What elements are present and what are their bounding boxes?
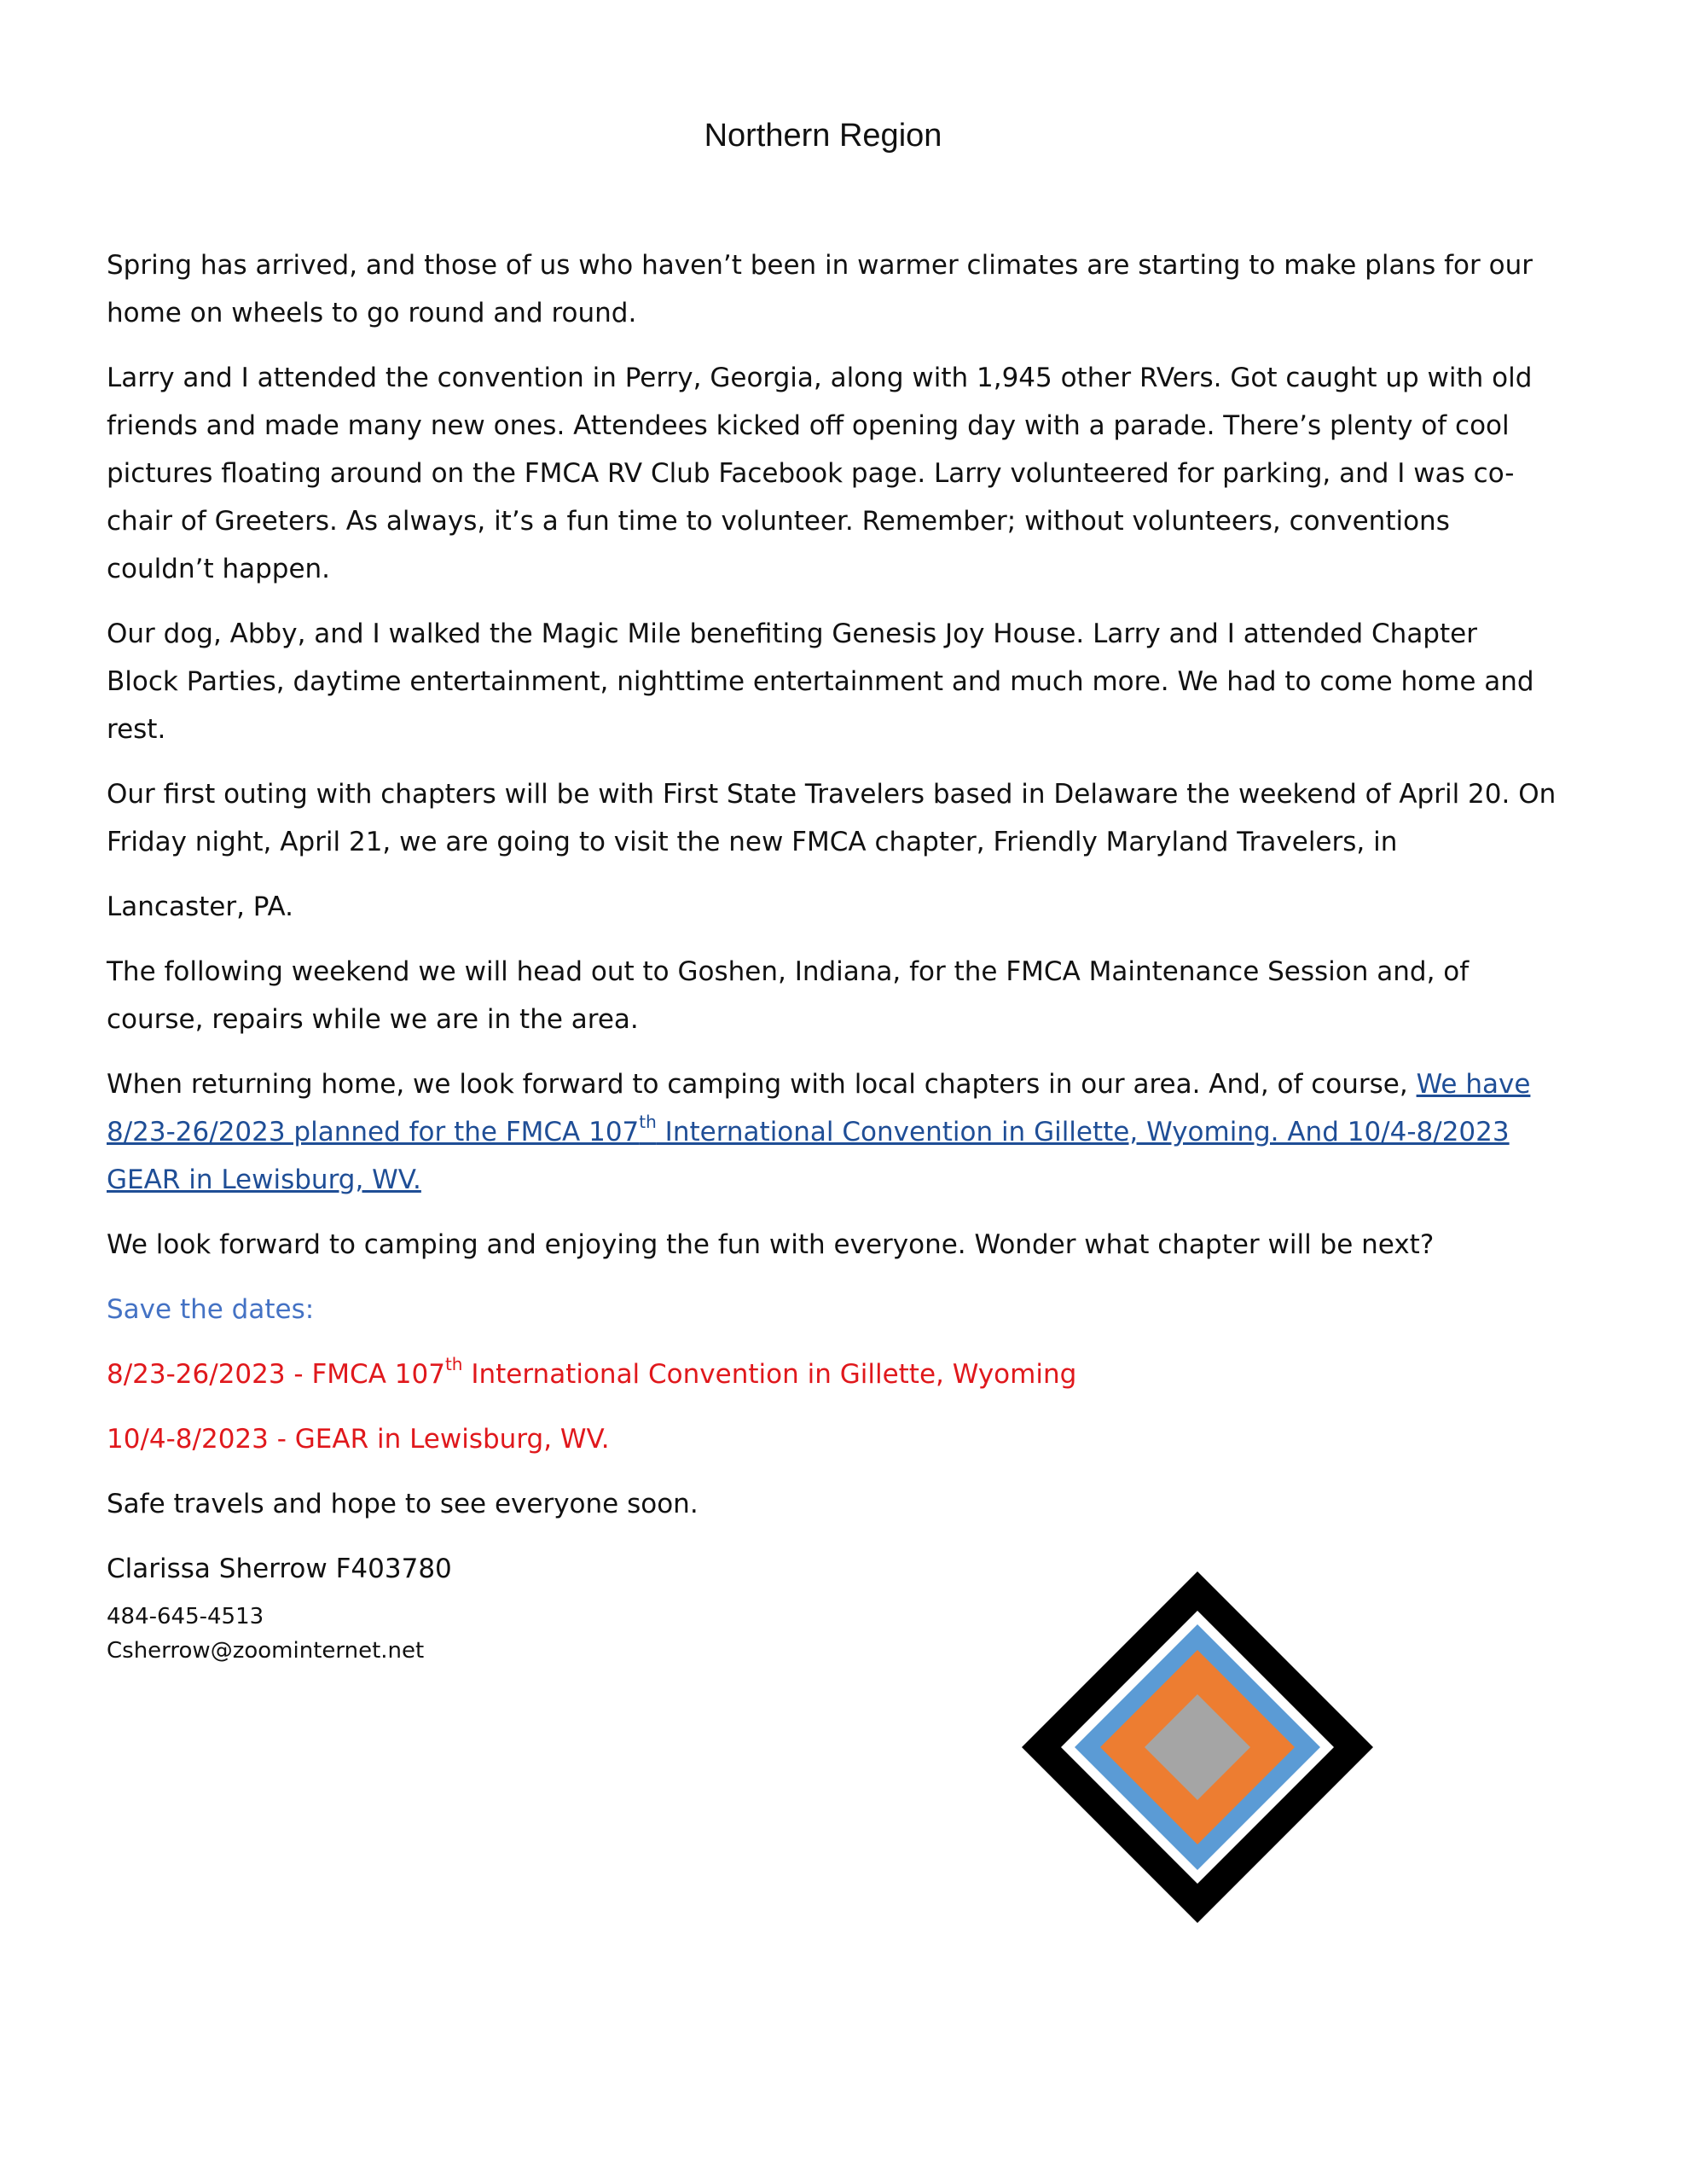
- article-body: [107, 241, 1557, 1610]
- paragraph-first-outing: Our first outing with chapters will be with First State Travelers based in Delaware the weekend of April 20. On Friday night, April 21, we are going to visit the new FMCA chapter, Friendly Maryland Travelers, in: [107, 779, 1557, 857]
- save-dates-heading: Save the dates:: [107, 1294, 315, 1325]
- paragraph-spring: Spring has arrived, and those of us who haven’t been in warmer climates are starting to make plans for our home on wheels to go round and round.: [107, 250, 1533, 328]
- closing-line: Safe travels and hope to see everyone soon.: [107, 1489, 699, 1519]
- email-address: Csherrow@zoominternet.net: [107, 1638, 425, 1664]
- event-gear: 10/4-8/2023 - GEAR in Lewisburg, WV.: [107, 1424, 610, 1455]
- paragraph-returning-home: [107, 1060, 1557, 1204]
- convention-link[interactable]: We have 8/23-26/2023 planned for the FMCA 107th International Convention in Gillette, Wyoming. And 10/4-8/2023 GEAR in Lewisburg, WV.: [107, 1069, 1531, 1195]
- diamond-logo-icon: [1022, 1571, 1373, 1923]
- returning-home-text: When returning home, we look forward to camping with local chapters in our area. And, of course,: [107, 1069, 1417, 1100]
- paragraph-magic-mile: Our dog, Abby, and I walked the Magic Mile benefiting Genesis Joy House. Larry and I attended Chapter Block Parties, daytime entertainment, nighttime entertainment and much more. We had to come home and rest.: [107, 619, 1534, 745]
- event-convention: 8/23-26/2023 - FMCA 107th International Convention in Gillette, Wyoming: [107, 1353, 1077, 1390]
- paragraph-convention: Larry and I attended the convention in Perry, Georgia, along with 1,945 other RVers. Got caught up with old friends and made many new ones. Attendees kicked off opening day with a parade. There’s plenty of cool pictures floating around on the FMCA RV Club Facebook page. Larry volunteered for parking, and I was co-chair of Greeters. As always, it’s a fun time to volunteer. Remember; without volunteers, conventions couldn’t happen.: [107, 363, 1533, 584]
- paragraph-goshen: The following weekend we will head out to Goshen, Indiana, for the FMCA Maintenance Session and, of course, repairs while we are in the area.: [107, 956, 1470, 1035]
- page-title: Northern Region: [704, 118, 942, 154]
- signature: Clarissa Sherrow F403780: [107, 1554, 452, 1584]
- phone-number: 484-645-4513: [107, 1604, 264, 1629]
- paragraph-look-forward: We look forward to camping and enjoying the fun with everyone. Wonder what chapter will be next?: [107, 1229, 1435, 1260]
- contact-info: [107, 1600, 424, 1668]
- paragraph-lancaster: Lancaster, PA.: [107, 892, 294, 922]
